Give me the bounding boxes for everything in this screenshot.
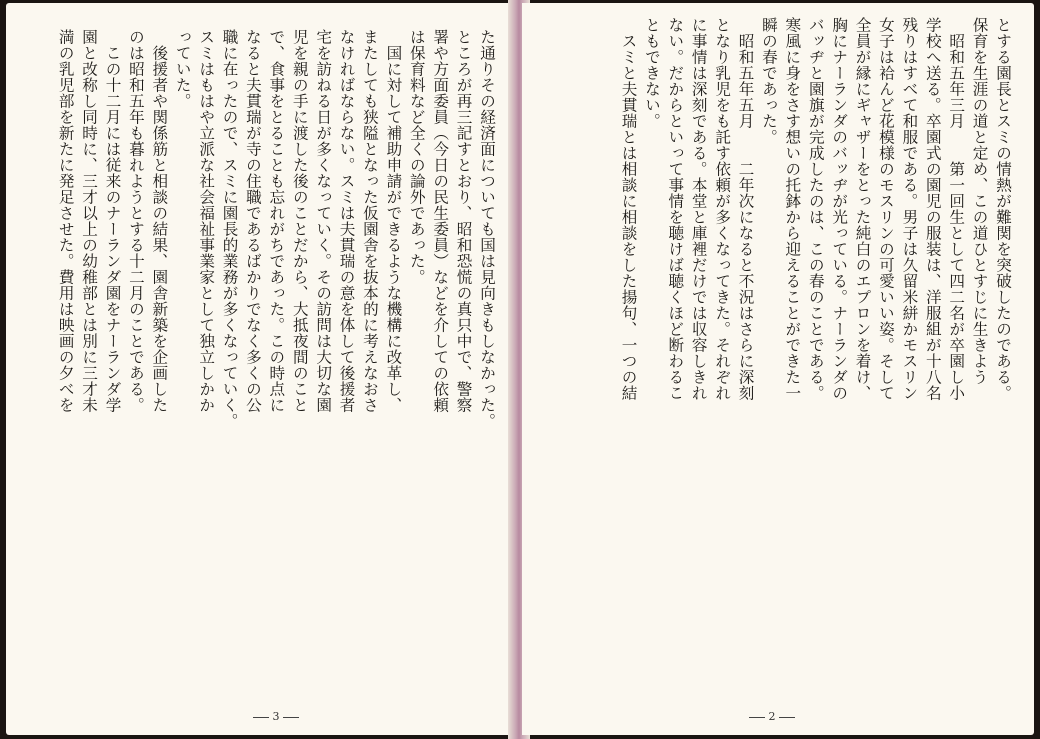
right-page-number: 2: [732, 710, 812, 723]
right-text-column: とする園長とスミの情熱が難関を突破したのである。: [994, 17, 1012, 401]
right-page: [522, 3, 1034, 735]
right-text-column: 昭和五年三月 第一回生として四二名が卒園し小: [947, 17, 966, 401]
left-text-column: で、食事をとることも忘れがちであった。この時点に: [267, 29, 286, 413]
right-text-column: ない。だからといって事情を聴けば聴くほど断わるこ: [666, 17, 685, 401]
right-text-column: 女子は袷んど花模様のモスリンの可愛いい姿。そして: [876, 17, 895, 401]
right-text-column: 全員が縁にギャザーをとった純白のエプロンを着け、: [853, 17, 872, 401]
right-text-column: 保育を生涯の道と定め、この道ひとすじに生きよう: [970, 17, 989, 385]
left-text-column: 署や方面委員（今日の民生委員）などを介しての依頼: [431, 29, 450, 413]
right-text-column: 寒風に身をさす想いの托鉢から迎えることができた一: [783, 17, 802, 401]
right-text-column: 胸にナーランダのバッヂが光っている。ナーランダの: [830, 17, 849, 401]
left-text-column: 園と改称し同時に、三才以上の幼稚部とは別に三才未: [80, 29, 99, 413]
left-text-column: 職に在ったので、スミに園長的業務が多くなっていく。: [220, 29, 239, 429]
left-text-column: っていた。: [173, 29, 192, 109]
left-text-column: 国に対して補助申請ができるような機構に改革し、: [384, 29, 403, 413]
right-text-column: バッヂと園旗が完成したのは、この春のことである。: [806, 17, 825, 401]
right-text-column: 昭和五年五月 二年次になると不況はさらに深刻: [736, 17, 755, 401]
right-text-column: 残りはすべて和服である。男子は久留米絣かモスリン: [900, 17, 919, 401]
right-text-column: 瞬の春であった。: [759, 17, 778, 145]
left-text-column: なければならない。スミは夫貫瑞の意を体して後援者: [337, 29, 356, 413]
left-page-number: 3: [236, 710, 316, 723]
right-page-body: [538, 17, 1014, 697]
left-text-column: なると夫貫瑞が寺の住職であるばかりでなく多くの公: [243, 29, 262, 413]
left-text-column: 後援者や関係筋と相談の結果、園舎新築を企画した: [150, 29, 169, 413]
left-page-body: [20, 29, 498, 694]
right-text-column: に事情は深刻である。本堂と庫裡だけでは収容しきれ: [689, 17, 708, 401]
left-text-column: 児を親の手に渡した後のことだから、大抵夜間のこと: [290, 29, 309, 413]
left-text-column: この十二月には従来のナーランダ園をナーランダ学: [103, 29, 122, 413]
left-text-column: またしても狭隘となった仮園舎を抜本的に考えなおさ: [360, 29, 379, 413]
left-text-column: のは昭和五年も暮れようとする十二月のことである。: [126, 29, 145, 413]
left-text-column: は保育料など全くの論外であった。: [407, 29, 426, 285]
right-text-column: となり乳児をも託す依頼が多くなってきた。それぞれ: [713, 17, 732, 401]
right-text-column: 学校へ送る。卒園式の園児の服装は、洋服組が十八名: [923, 17, 942, 401]
left-text-column: ところが再三記すとおり、昭和恐慌の真只中で、警察: [454, 29, 473, 413]
left-text-column: 満の乳児部を新たに発足させた。費用は映画の夕べを: [56, 29, 75, 413]
right-text-column: スミと夫貫瑞とは相談に相談をした揚句、一つの結: [619, 17, 638, 401]
left-page: [6, 3, 516, 735]
left-text-column: た通りその経済面についても国は見向きもしなかった。: [478, 29, 496, 429]
right-text-column: ともできない。: [642, 17, 661, 129]
left-text-column: 宅を訪ねる日が多くなっていく。その訪問は大切な園: [314, 29, 333, 413]
left-text-column: スミはもはや立派な社会福祉事業家として独立しかか: [197, 29, 216, 413]
